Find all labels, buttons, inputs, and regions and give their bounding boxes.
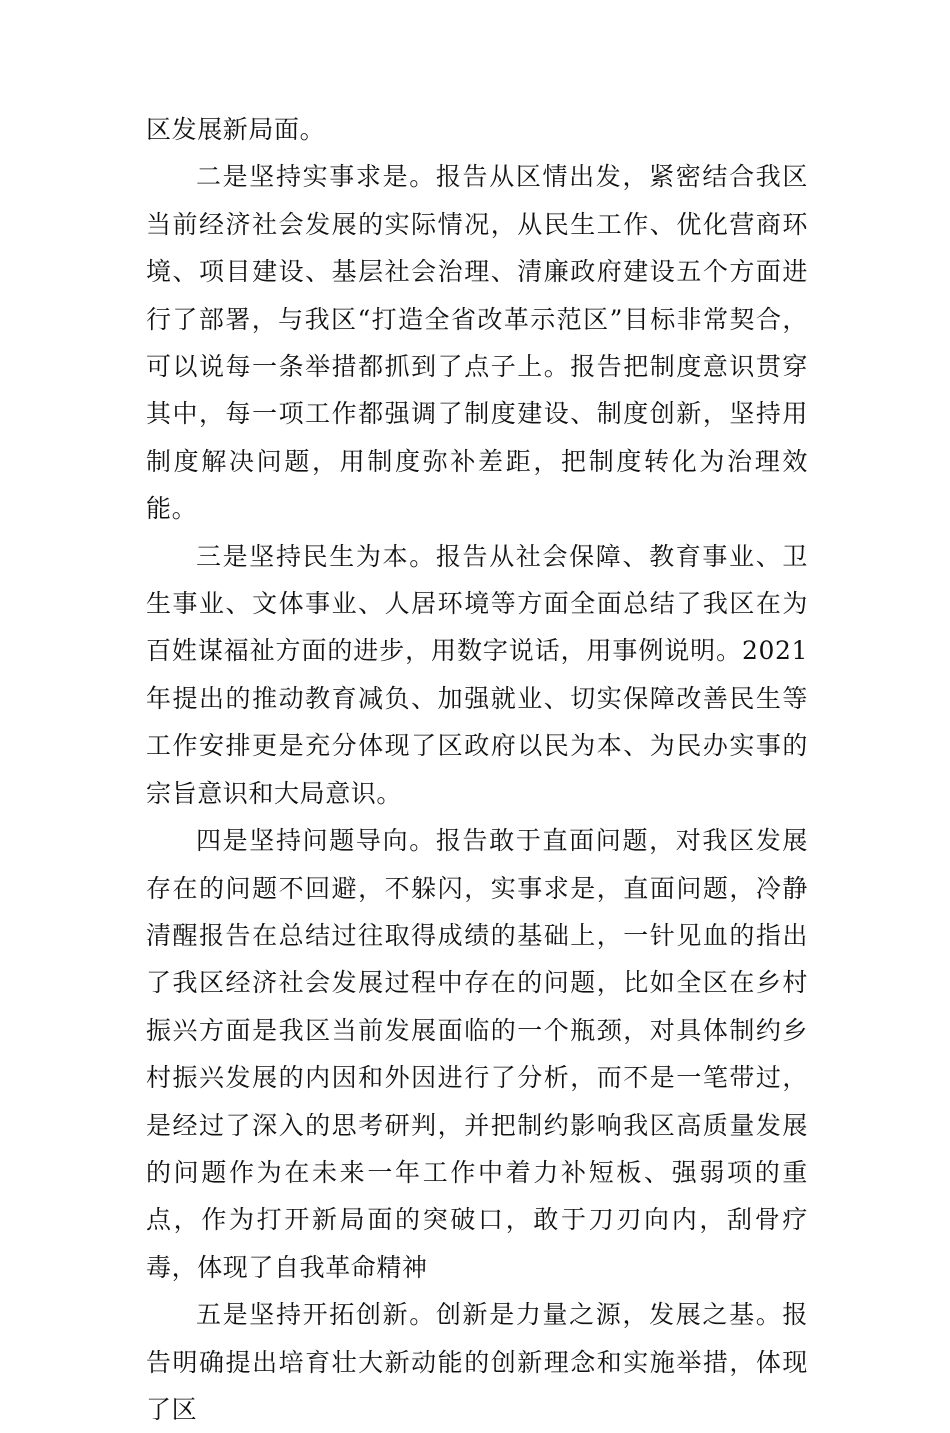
paragraph-point-five: 五是坚持开拓创新。创新是力量之源，发展之基。报告明确提出培育壮大新动能的创新理念和实施举措，体现了区 [146,1300,808,1424]
paragraph-point-two: 二是坚持实事求是。报告从区情出发，紧密结合我区当前经济社会发展的实际情况，从民生工作、优化营商环境、项目建设、基层社会治理、清廉政府建设五个方面进行了部署，与我区“打造全省改革示范区”目标非常契合，可以说每一条举措都抓到了点子上。报告把制度意识贯穿其中，每一项工作都强调了制度建设、制度创新，坚持用制度解决问题，用制度弥补差距，把制度转化为治理效能。 [146,162,808,524]
paragraph-point-three: 三是坚持民生为本。报告从社会保障、教育事业、卫生事业、文体事业、人居环境等方面全面总结了我区在为百姓谋福祉方面的进步，用数字说话，用事例说明。2021年提出的推动教育减负、加强就业、切实保障改善民生等工作安排更是充分体现了区政府以民为本、为民办实事的宗旨意识和大局意识。 [146,541,808,808]
paragraph-point-four: 四是坚持问题导向。报告敢于直面问题，对我区发展存在的问题不回避，不躲闪，实事求是，直面问题，冷静清醒报告在总结过往取得成绩的基础上，一针见血的指出了我区经济社会发展过程中存在的问题，比如全区在乡村振兴方面是我区当前发展面临的一个瓶颈，对具体制约乡村振兴发展的内因和外因进行了分析，而不是一笔带过，是经过了深入的思考研判，并把制约影响我区高质量发展的问题作为在未来一年工作中着力补短板、强弱项的重点，作为打开新局面的突破口，敢于刀刃向内，刮骨疗毒，体现了自我革命精神 [146,826,808,1282]
body-text [146,106,808,1433]
paragraph-continuation: 区发展新局面。 [146,115,326,144]
